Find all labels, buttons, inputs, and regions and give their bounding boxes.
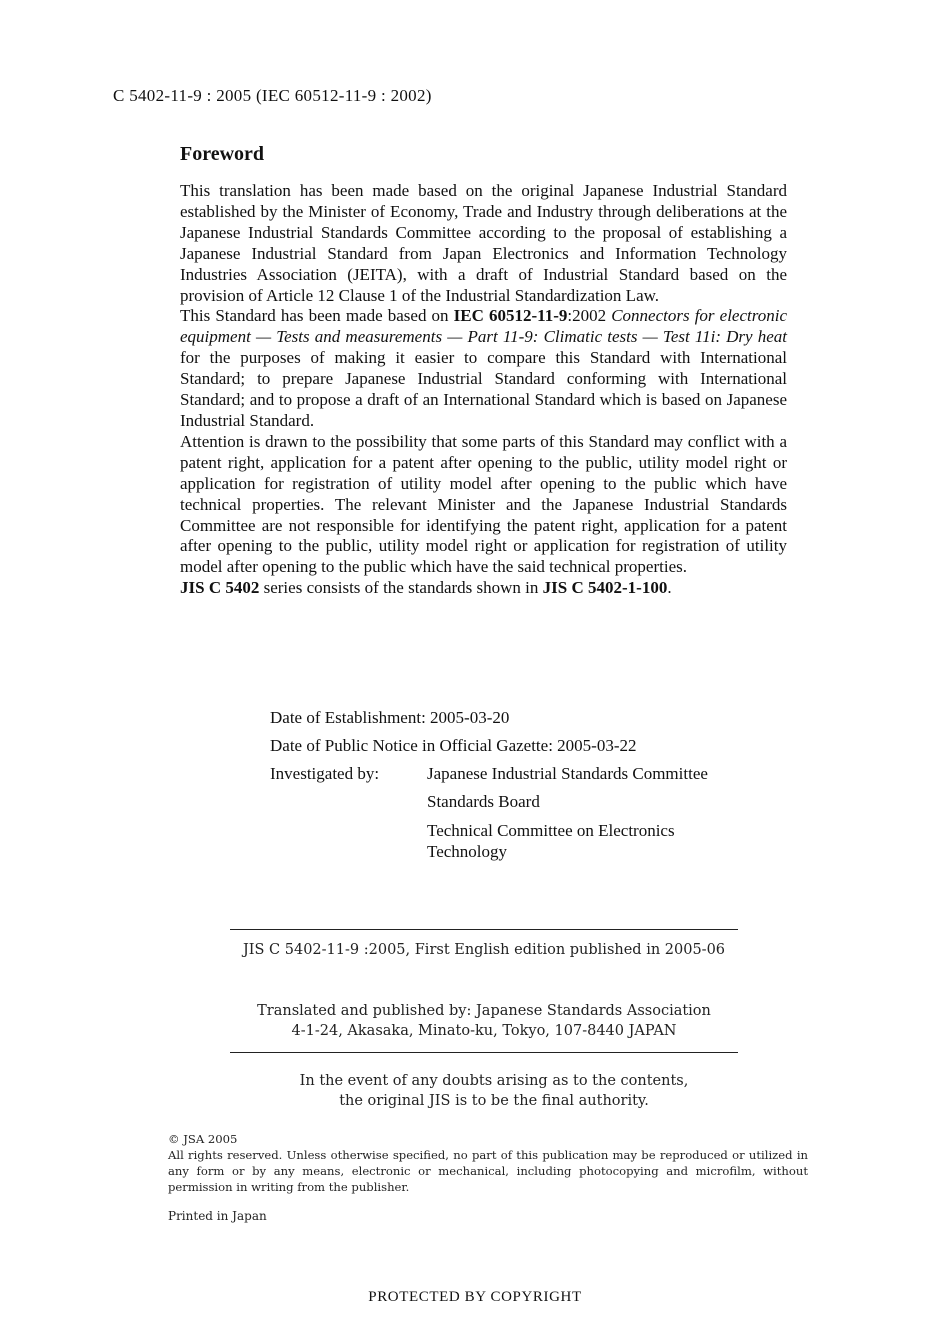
- investigator-1: Japanese Industrial Standards Committee: [427, 764, 708, 783]
- copyright-holder: © JSA 2005: [168, 1132, 238, 1146]
- publisher-line-1: Translated and published by: Japanese Standards Association: [257, 1003, 711, 1019]
- publisher-block: [200, 1001, 768, 1041]
- establishment-date: Date of Establishment: 2005-03-20: [270, 708, 510, 727]
- document-header: C 5402-11-9 : 2005 (IEC 60512-11-9 : 2002): [113, 86, 432, 105]
- iec-title: Connectors for electronic equipment — Tests and measurements — Part 11-9: Climatic tests — Test 11i: Dry heat: [180, 306, 787, 347]
- foreword-paragraph-3: Attention is drawn to the possibility that some parts of this Standard may conflict with a patent right, application for a patent after opening to the public, utility model right or application for registration of utility model after opening to the public which have technical properties. The relevant Minister and the Japanese Industrial Standards Committee are not responsible for identifying the patent right, application for a patent after opening to the public, utility model right or application for registration of utility model after opening to the public which have the said technical properties.: [180, 431, 787, 577]
- publisher-line-2: 4-1-24, Akasaka, Minato-ku, Tokyo, 107-8440 JAPAN: [291, 1023, 677, 1039]
- para4-mid: series consists of the standards shown in: [259, 578, 543, 598]
- para2-tail: for the purposes of making it easier to compare this Standard with International Standard; to prepare Japanese Industrial Standard conforming with International Standard; and to propose a draft of an International Standard which is based on Japanese Industrial Standard.: [180, 348, 787, 430]
- foreword-paragraph-2: [180, 306, 787, 431]
- edition-line: JIS C 5402-11-9 :2005, First English edition published in 2005-06: [242, 942, 726, 958]
- investigated-by-row: [270, 760, 708, 862]
- investigated-by-label: Investigated by:: [270, 764, 380, 783]
- rights-statement: All rights reserved. Unless otherwise specified, no part of this publication may be reproduced or utilized in any form or by any means, electronic or mechanical, including photocopying and microfilm, without permission in writing from the publisher.: [168, 1148, 808, 1194]
- authority-line-2: the original JIS is to be the final authority.: [339, 1093, 649, 1109]
- jis-list-ref: JIS C 5402-1-100: [542, 578, 668, 598]
- publication-metadata: [270, 704, 708, 862]
- para4-end: .: [667, 578, 672, 598]
- investigator-3-line-2: Technology: [427, 842, 508, 861]
- investigator-3: [427, 820, 708, 862]
- printed-in: Printed in Japan: [168, 1209, 267, 1223]
- copyright-notice: [168, 1131, 808, 1195]
- foreword-paragraph-4: [180, 578, 787, 599]
- divider-bottom: [230, 1052, 738, 1053]
- iec-reference: IEC 60512-11-9: [453, 306, 568, 326]
- foreword-paragraph-1: This translation has been made based on the original Japanese Industrial Standard established by the Minister of Economy, Trade and Industry through deliberations at the Japanese Industrial Standards Committee according to the proposal of establishing a Japanese Industrial Standard from Japan Electronics and Information Technology Industries Association (JEITA), with a draft of Industrial Standard based on the provision of Article 12 Clause 1 of the Industrial Standardization Law.: [180, 181, 787, 305]
- jis-series-ref: JIS C 5402: [180, 578, 260, 598]
- foreword-body: [180, 181, 787, 599]
- investigated-by-values: [427, 760, 708, 862]
- para2-lead: This Standard has been made based on: [180, 306, 454, 326]
- foreword-title: Foreword: [180, 143, 265, 165]
- investigator-3-line-1: Technical Committee on Electronics: [427, 821, 675, 840]
- authority-line-1: In the event of any doubts arising as to the contents,: [299, 1073, 689, 1089]
- iec-year: :2002: [567, 306, 612, 326]
- divider-top: [230, 929, 738, 930]
- authority-notice: [200, 1071, 788, 1111]
- gazette-date: Date of Public Notice in Official Gazette: 2005-03-22: [270, 736, 637, 755]
- investigator-2: Standards Board: [427, 792, 540, 811]
- copyright-footer: PROTECTED BY COPYRIGHT: [368, 1289, 582, 1305]
